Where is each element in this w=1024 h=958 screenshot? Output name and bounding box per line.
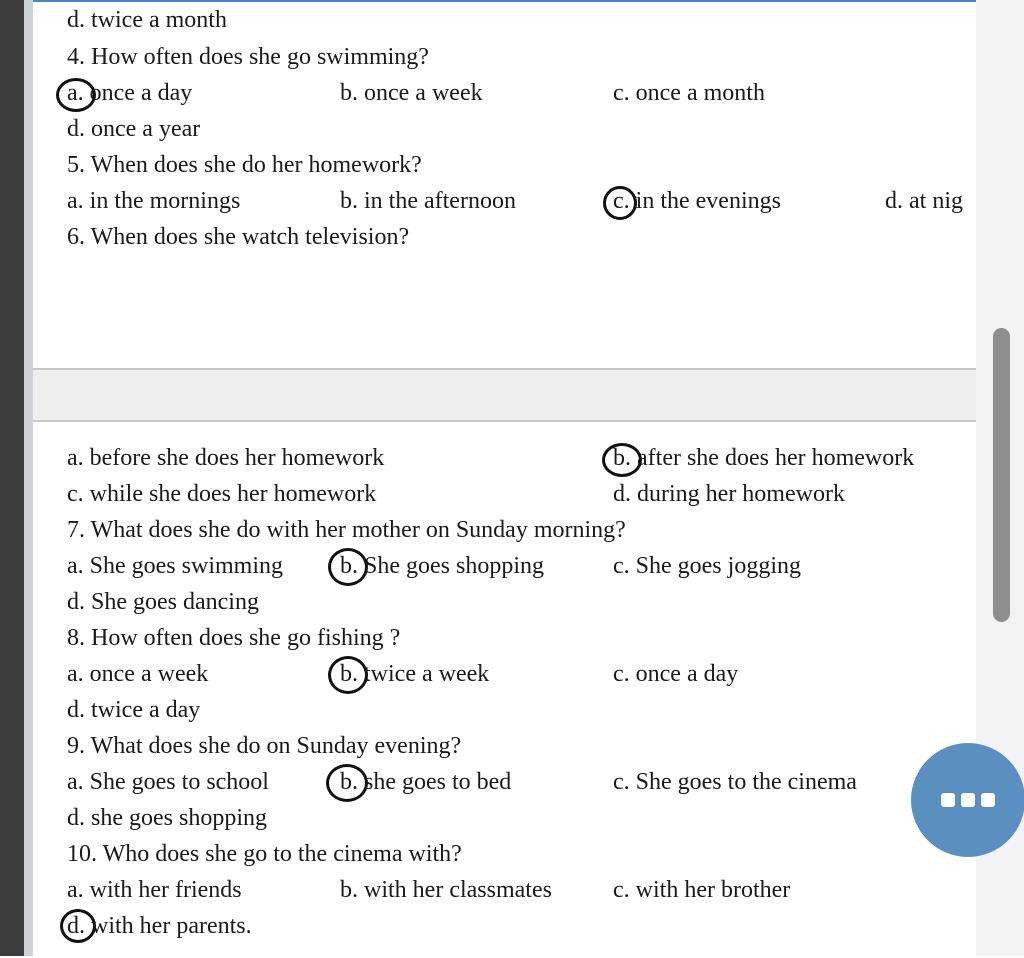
- option-d-q6: d. during her homework: [613, 481, 845, 507]
- option-a-q5: a. in the mornings: [67, 188, 241, 214]
- left-frame-bar: [0, 0, 24, 956]
- option-a-q9: a. She goes to school: [67, 769, 269, 795]
- option-b-q7: b. She goes shopping: [340, 553, 544, 579]
- scrollbar-thumb[interactable]: [993, 328, 1010, 622]
- option-a-q6: a. before she does her homework: [67, 445, 385, 471]
- question-9: 9. What does she do on Sunday evening?: [67, 733, 462, 759]
- more-options-button[interactable]: [911, 743, 1024, 857]
- option-c-q9: c. She goes to the cinema: [613, 769, 857, 795]
- option-b-q8: b. twice a week: [340, 661, 490, 687]
- option-c-q4: c. once a month: [613, 80, 765, 106]
- option-a-q7: a. She goes swimming: [67, 553, 283, 579]
- option-b-q6: b. after she does her homework: [613, 445, 915, 471]
- option-b-q9: b. she goes to bed: [340, 769, 512, 795]
- option-c-q10: c. with her brother: [613, 877, 791, 903]
- option-c-q7: c. She goes jogging: [613, 553, 801, 579]
- option-d-q3: d. twice a month: [67, 7, 227, 33]
- answer-circle-q8: [328, 656, 368, 694]
- question-10: 10. Who does she go to the cinema with?: [67, 841, 462, 867]
- option-d-q7: d. She goes dancing: [67, 589, 259, 615]
- option-d-q8: d. twice a day: [67, 697, 201, 723]
- page-gap: [33, 370, 976, 420]
- more-dots-icon: [961, 793, 975, 807]
- option-c-q5: c. in the evenings: [613, 188, 781, 214]
- option-d-q5: d. at nig: [885, 188, 963, 214]
- option-b-q10: b. with her classmates: [340, 877, 552, 903]
- question-7: 7. What does she do with her mother on Sunday morning?: [67, 517, 626, 543]
- left-frame-edge: [24, 0, 33, 956]
- answer-circle-q7: [328, 548, 368, 586]
- option-a-q4: a. once a day: [67, 80, 193, 106]
- more-dots-icon: [941, 793, 955, 807]
- more-dots-icon: [981, 793, 995, 807]
- option-b-q4: b. once a week: [340, 80, 483, 106]
- option-a-q10: a. with her friends: [67, 877, 242, 903]
- answer-circle-q6: [602, 443, 642, 477]
- question-6: 6. When does she watch television?: [67, 224, 410, 250]
- question-4: 4. How often does she go swimming?: [67, 44, 429, 70]
- answer-circle-q9: [326, 764, 368, 802]
- option-b-q5: b. in the afternoon: [340, 188, 516, 214]
- option-c-q6: c. while she does her homework: [67, 481, 377, 507]
- option-c-q8: c. once a day: [613, 661, 739, 687]
- answer-circle-q5: [603, 186, 637, 220]
- option-a-q8: a. once a week: [67, 661, 209, 687]
- answer-circle-q10: [60, 909, 96, 943]
- question-8: 8. How often does she go fishing ?: [67, 625, 401, 651]
- answer-circle-q4: [56, 78, 96, 112]
- option-d-q4: d. once a year: [67, 116, 201, 142]
- question-5: 5. When does she do her homework?: [67, 152, 422, 178]
- option-d-q9: d. she goes shopping: [67, 805, 267, 831]
- option-d-q10: d. with her parents.: [67, 913, 252, 939]
